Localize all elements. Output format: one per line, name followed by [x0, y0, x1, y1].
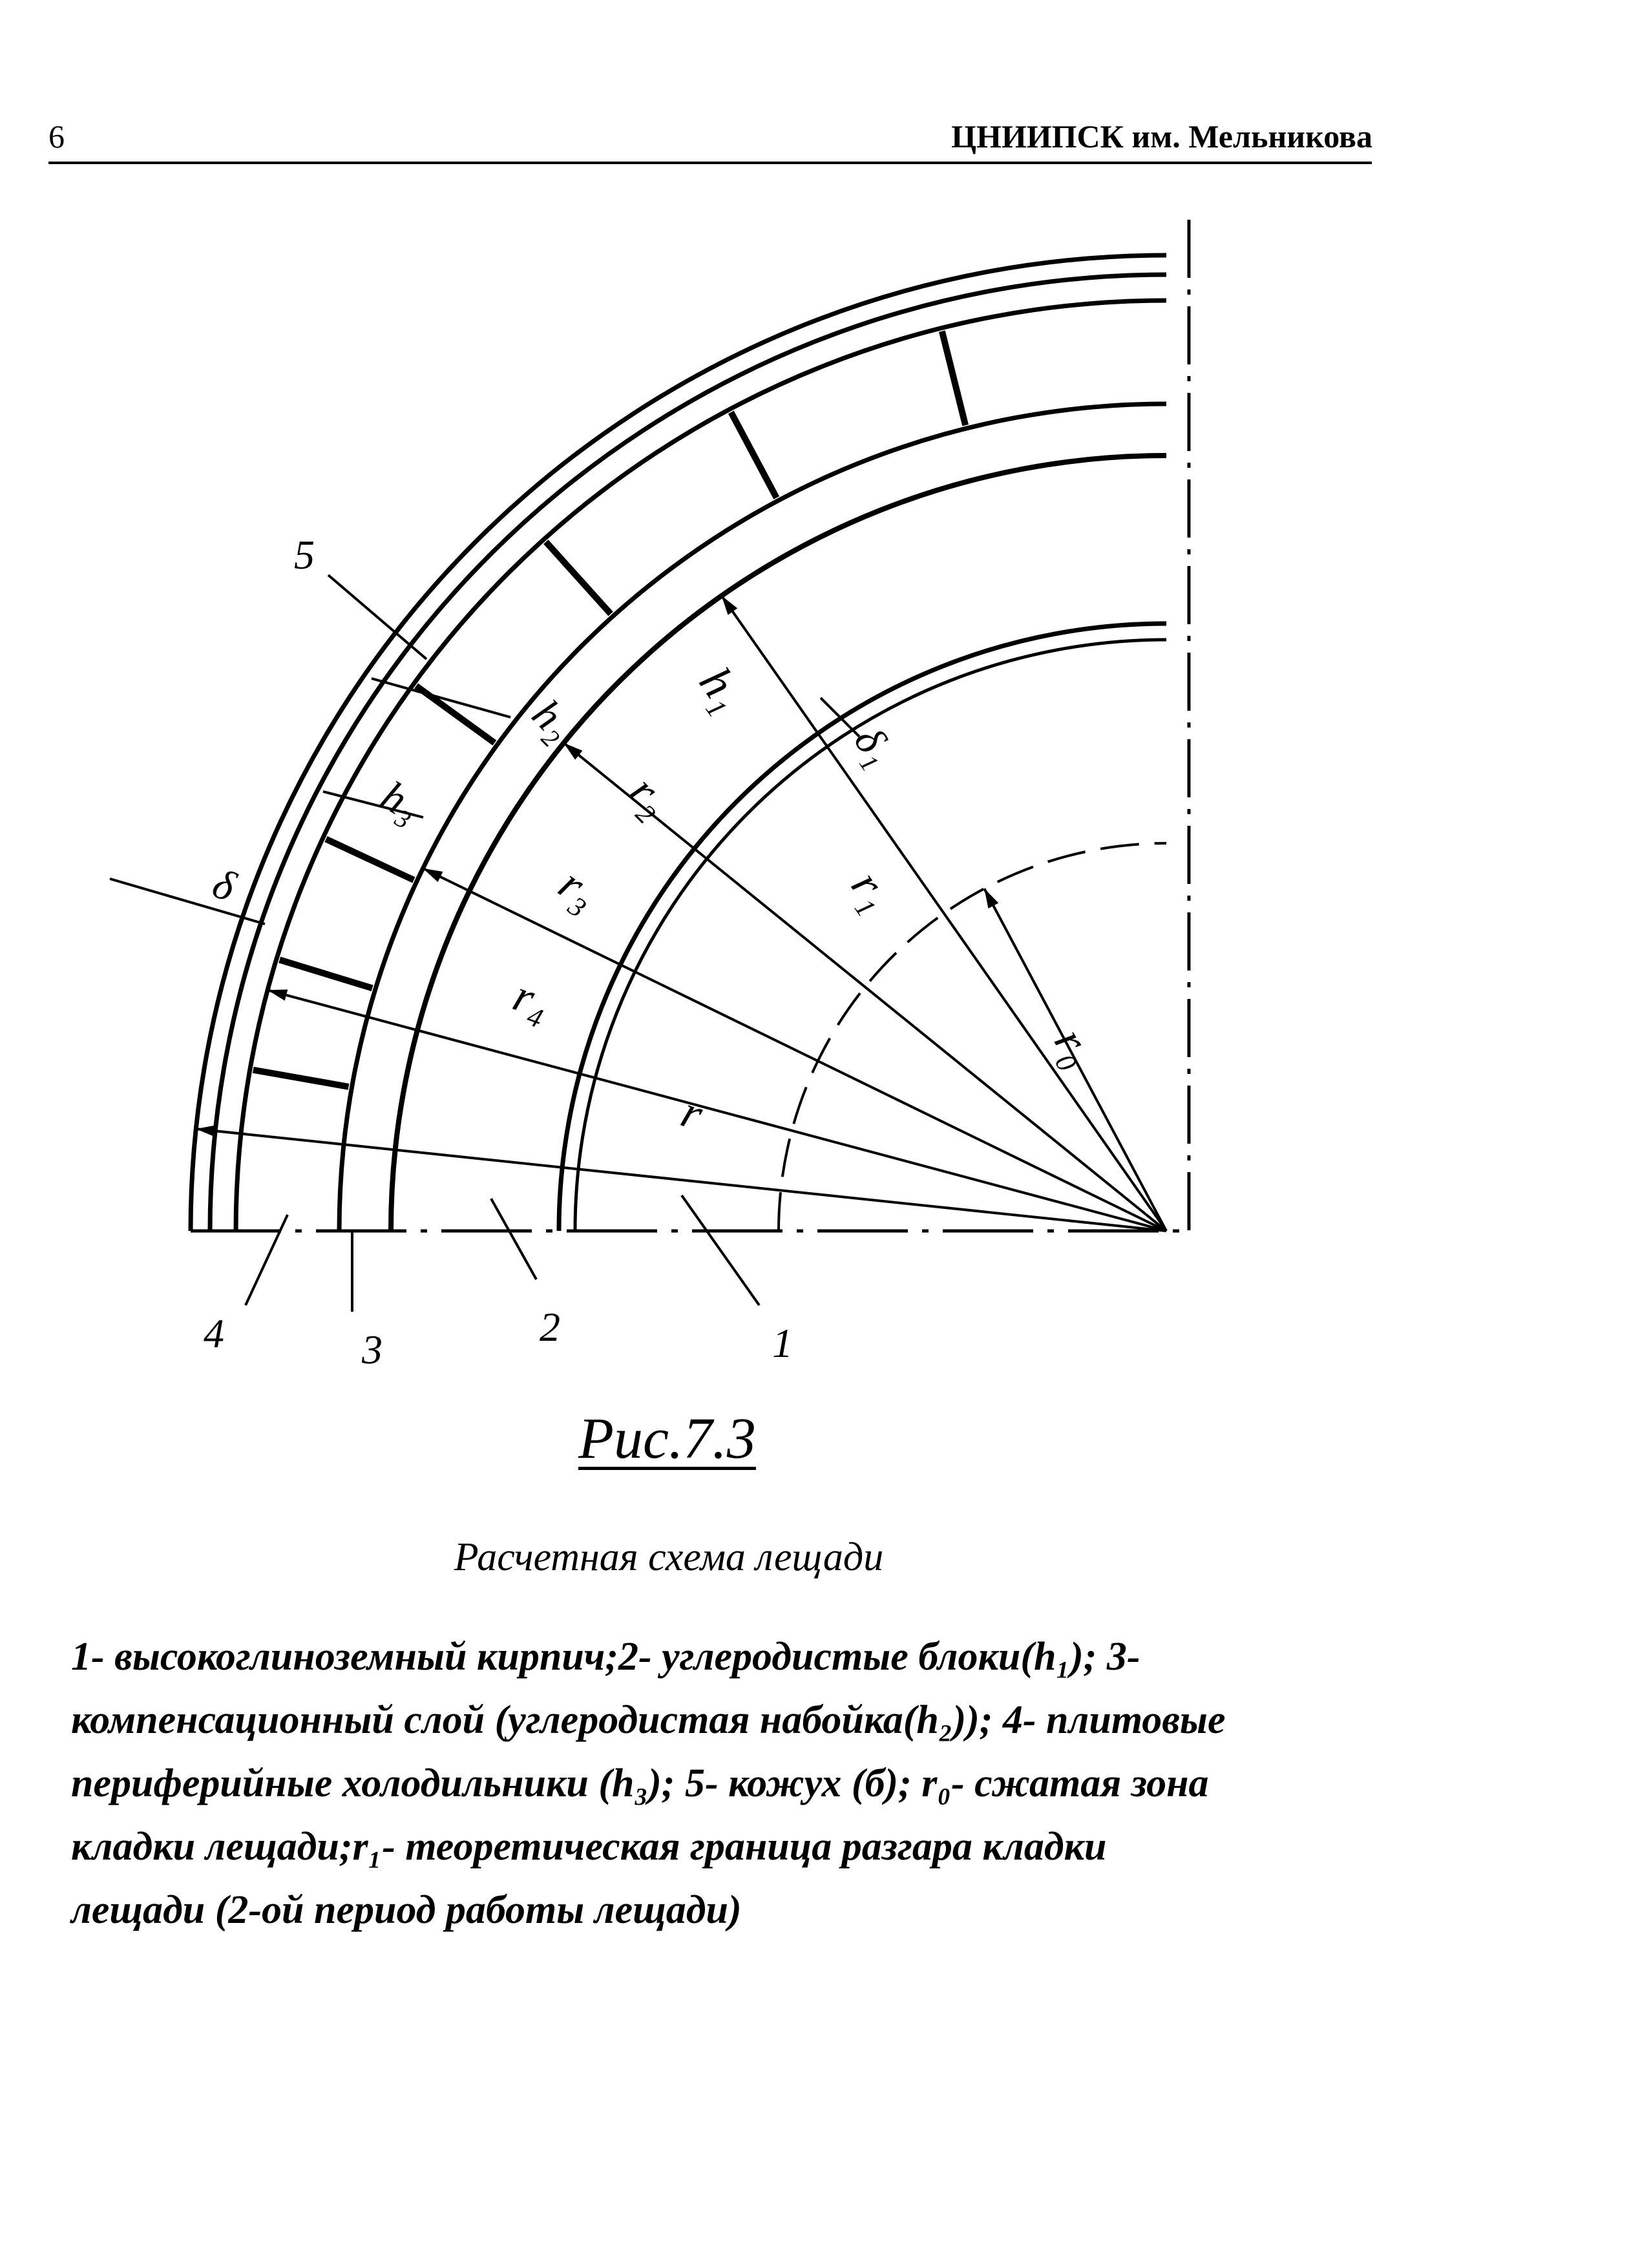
- label-r: r: [675, 1085, 710, 1140]
- page-number: 6: [48, 118, 65, 154]
- cooler-plate-separator: [326, 839, 414, 880]
- callout-2-leader: [491, 1199, 536, 1279]
- cooler-plate-separator: [253, 1070, 349, 1087]
- label-h1: h₁: [689, 658, 755, 720]
- radius-r1-line: [722, 596, 1166, 1231]
- compressed-zone-arc: [779, 843, 1166, 1231]
- callout-4-label: 4: [204, 1310, 224, 1356]
- callout-2-label: 2: [540, 1304, 560, 1350]
- legend-line: компенсационный слой (углеродистая набойка(h₂)); 4- плитовые: [71, 1698, 1226, 1742]
- cooler-inner-arc: [339, 404, 1166, 1231]
- callout-5-leader: [328, 575, 426, 659]
- legend-line: периферийные холодильники (h₃); 5- кожух (б); r₀- сжатая зона: [71, 1761, 1209, 1805]
- delta1-dimension-line: [821, 698, 859, 737]
- header-organization: ЦНИИПСК им. Мельникова: [951, 118, 1372, 154]
- label-delta: δ: [206, 859, 242, 911]
- figure-legend: [71, 1625, 1370, 1942]
- radius-arrowhead: [196, 1125, 216, 1137]
- label-h3: h₃: [373, 772, 428, 831]
- callout-4-leader: [246, 1215, 288, 1305]
- label-r4: r₄: [507, 969, 557, 1030]
- legend-line: 1- высокоглиноземный кирпич;2- углеродистые блоки(h₁); 3-: [71, 1635, 1140, 1679]
- brick-outer-arc: [559, 624, 1166, 1231]
- figure-subtitle: Расчетная схема лещади: [454, 1535, 884, 1579]
- callout-5-label: 5: [294, 532, 315, 578]
- label-h2: h₂: [523, 690, 582, 750]
- label-r3: r₃: [549, 857, 608, 920]
- cooler-plate-separator: [546, 542, 611, 614]
- label-r1: r₁: [841, 861, 903, 919]
- cooler-plate-separator: [942, 331, 965, 426]
- diagram-geometry: [110, 220, 1189, 1312]
- legend-line: кладки лещади;r₁- теоретическая граница разгара кладки: [71, 1825, 1107, 1869]
- figure-title: Рис.7.3: [578, 1407, 756, 1471]
- radius-arrowhead: [423, 868, 443, 882]
- radius-arrowhead: [984, 888, 998, 908]
- label-r0: r₀: [1044, 1020, 1106, 1075]
- radius-r2-line: [563, 743, 1166, 1231]
- radius-arrowhead: [268, 989, 288, 1000]
- cooler-plate-separator: [731, 412, 776, 498]
- label-delta1: δ₁: [845, 718, 904, 774]
- label-r2: r₂: [619, 765, 680, 826]
- callout-1-label: 1: [772, 1320, 793, 1366]
- callout-1-leader: [682, 1195, 759, 1305]
- legend-line: лещади (2-ой период работы лещади): [71, 1888, 742, 1932]
- callout-3-label: 3: [362, 1327, 383, 1372]
- radius-arrowhead: [722, 596, 738, 615]
- delta-dimension-line: [110, 879, 265, 924]
- cooler-plate-separator: [280, 960, 372, 988]
